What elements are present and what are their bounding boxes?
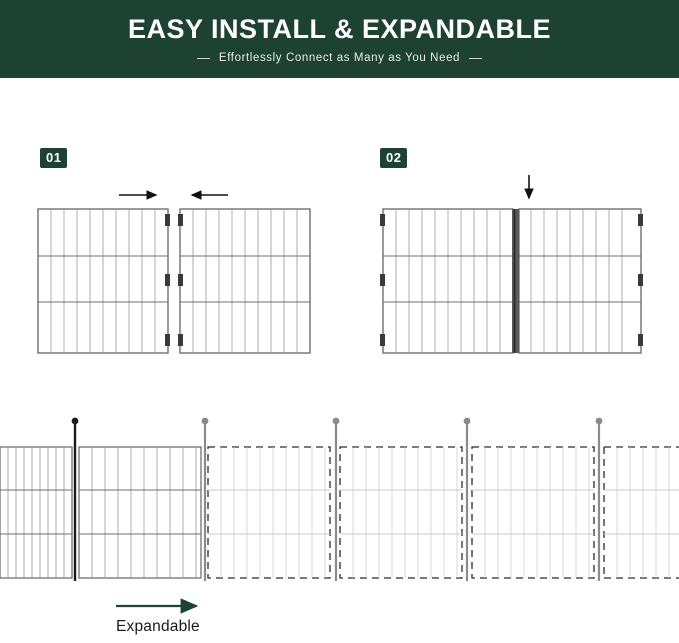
- step2-panel-right: [519, 209, 643, 353]
- step2-hinge-post: [512, 209, 519, 353]
- dash-left: [197, 58, 210, 59]
- expandable-label: Expandable: [116, 618, 200, 635]
- expansion-panel-dashed-4: [604, 447, 679, 578]
- step-badge-01: 01: [40, 148, 67, 168]
- expansion-panel-solid-2: [79, 447, 201, 578]
- stake-post-4: [464, 418, 471, 581]
- page-subtitle: Effortlessly Connect as Many as You Need: [218, 52, 461, 64]
- diagram-canvas: [0, 78, 679, 643]
- header-subtitle-row: [197, 52, 482, 64]
- step1-panel-left: [38, 209, 170, 353]
- expansion-panel-dashed-3: [472, 447, 594, 578]
- dash-right: [469, 58, 482, 59]
- step2-panel-left: [380, 209, 513, 353]
- diagram-illustration: [0, 78, 679, 643]
- step-badge-02: 02: [380, 148, 407, 168]
- header-banner: [0, 0, 679, 78]
- step1-panel-right: [178, 209, 310, 353]
- stake-post-5: [596, 418, 603, 581]
- expansion-panel-dashed-2: [340, 447, 462, 578]
- expansion-panel-dashed-1: [208, 447, 330, 578]
- expansion-panel-solid-1: [0, 447, 72, 578]
- page-title: EASY INSTALL & EXPANDABLE: [127, 14, 552, 44]
- stake-post-3: [333, 418, 340, 581]
